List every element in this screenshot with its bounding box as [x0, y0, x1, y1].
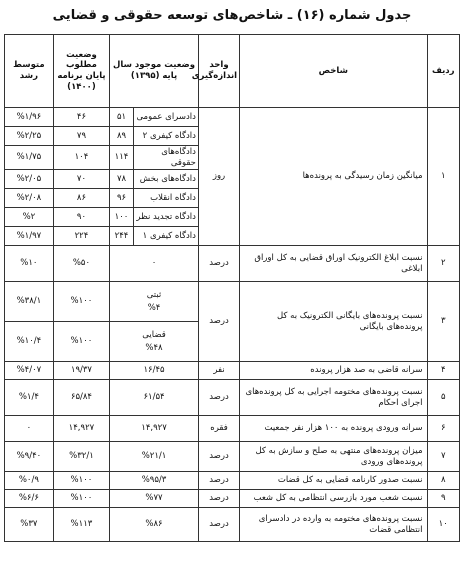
indicator-text: نسبت پرونده‌های مختومه اجرایی به کل پرونده‌های اجرای احکام [240, 380, 427, 416]
header-row-number: ردیف [427, 35, 460, 108]
unit: نفر [198, 362, 239, 380]
base-value: ۱۱۴ [110, 146, 134, 170]
unit: درصد [198, 246, 239, 282]
growth-value: %۱/۹۷ [5, 227, 54, 246]
growth-value: ۰ [5, 416, 54, 442]
base-value: ۶۱/۵۴ [110, 380, 199, 416]
base-value: ۱۶/۴۵ [110, 362, 199, 380]
base-value: ۱۰۰ [110, 208, 134, 227]
row-number: ۱۰ [427, 508, 460, 542]
growth-value: %۱۰/۴ [5, 322, 54, 362]
target-value: ۲۲۴ [53, 227, 109, 246]
base-value: ۸۹ [110, 127, 134, 146]
row-number: ۲ [427, 246, 460, 282]
table-title: جدول شماره (۱۶) ـ شاخص‌های توسعه حقوقی و قضایی [52, 8, 412, 23]
unit: درصد [198, 282, 239, 362]
growth-value: %۱/۷۵ [5, 146, 54, 170]
target-value: ۸۶ [53, 189, 109, 208]
row-number: ۷ [427, 442, 460, 472]
row-number: ۱ [427, 108, 460, 246]
growth-value: %۲/۰۵ [5, 170, 54, 189]
sub-value: %۴ [147, 302, 161, 313]
table-row [5, 362, 460, 380]
growth-value: %۴/۰۷ [5, 362, 54, 380]
target-value: ۷۰ [53, 170, 109, 189]
indicator-text: نسبت پرونده‌های بایگانی الکترونیک به کل پرونده‌های بایگانی [240, 282, 427, 362]
base-value: ۱۴,۹۲۷ [110, 416, 199, 442]
growth-value: %۱/۹۶ [5, 108, 54, 127]
base-value: %۲۱/۱ [110, 442, 199, 472]
table-row [5, 472, 460, 490]
target-value: %۵۰ [53, 246, 109, 282]
indicator-text: سرانه ورودی پرونده به ۱۰۰ هزار نفر جمعیت [240, 416, 427, 442]
target-value: ۹۰ [53, 208, 109, 227]
table-row [5, 416, 460, 442]
target-value: %۱۰۰ [53, 490, 109, 508]
table-row [5, 508, 460, 542]
sub-label: دادگاه کیفری ۱ [133, 227, 198, 246]
row-number: ۸ [427, 472, 460, 490]
header-base-status: وضعیت موجود سال پایه (۱۳۹۵) [110, 35, 199, 108]
header-unit: واحد اندازه‌گیری [198, 35, 239, 108]
indicator-text: میزان پرونده‌های منتهی به صلح و سازش به کل پرونده‌های ورودی [240, 442, 427, 472]
indicator-text: نسبت پرونده‌های مختومه به وارده در دادسرای انتظامی قضات [240, 508, 427, 542]
base-value: ۲۴۴ [110, 227, 134, 246]
base-value: ۰ [110, 246, 199, 282]
target-value: ۴۶ [53, 108, 109, 127]
header-avg-growth: متوسط رشد [5, 35, 54, 108]
unit: درصد [198, 442, 239, 472]
table-row [5, 380, 460, 416]
indicator-text: سرانه قاضی به صد هزار پرونده [240, 362, 427, 380]
sub-label: دادسرای عمومی [133, 108, 198, 127]
sub-label: دادگاه کیفری ۲ [133, 127, 198, 146]
sub-label: دادگاه تجدید نظر [133, 208, 198, 227]
header-row [5, 35, 460, 108]
base-value [110, 282, 199, 322]
unit: درصد [198, 380, 239, 416]
base-value: ۵۱ [110, 108, 134, 127]
unit: درصد [198, 472, 239, 490]
growth-value: %۲/۲۵ [5, 127, 54, 146]
target-value: ۱۰۴ [53, 146, 109, 170]
header-indicator: شاخص [240, 35, 427, 108]
growth-value: %۰/۹ [5, 472, 54, 490]
unit: درصد [198, 508, 239, 542]
target-value: ۶۵/۸۴ [53, 380, 109, 416]
row-number: ۴ [427, 362, 460, 380]
base-value: ۷۸ [110, 170, 134, 189]
target-value: %۱۰۰ [53, 322, 109, 362]
base-value: %۹۵/۳ [110, 472, 199, 490]
base-value [110, 322, 199, 362]
unit: فقره [198, 416, 239, 442]
target-value: ۱۴,۹۲۷ [53, 416, 109, 442]
indicator-text: میانگین زمان رسیدگی به پرونده‌ها [240, 108, 427, 246]
base-value: %۷۷ [110, 490, 199, 508]
unit: درصد [198, 490, 239, 508]
indicators-table [4, 34, 460, 542]
growth-value: %۱۰ [5, 246, 54, 282]
sub-label: دادگاه‌های بخش [133, 170, 198, 189]
target-value: ۷۹ [53, 127, 109, 146]
target-value: %۱۰۰ [53, 472, 109, 490]
base-value: %۸۶ [110, 508, 199, 542]
row-number: ۳ [427, 282, 460, 362]
growth-value: %۲/۰۸ [5, 189, 54, 208]
indicator-text: نسبت صدور کارنامه قضایی به کل قضات [240, 472, 427, 490]
target-value: %۱۱۳ [53, 508, 109, 542]
row-number: ۵ [427, 380, 460, 416]
sub-label: دادگاه‌های حقوقی [133, 146, 198, 170]
base-value: ۹۶ [110, 189, 134, 208]
table-row [5, 246, 460, 282]
row-number: ۶ [427, 416, 460, 442]
sub-label: قضایی [142, 330, 166, 341]
target-value: %۱۰۰ [53, 282, 109, 322]
unit: روز [198, 108, 239, 246]
growth-value: %۶/۶ [5, 490, 54, 508]
header-target: وضعیت مطلوب پایان برنامه (۱۴۰۰) [53, 35, 109, 108]
sub-label: ثبتی [146, 290, 162, 301]
table-row [5, 442, 460, 472]
growth-value: %۹/۴۰ [5, 442, 54, 472]
indicator-text: نسبت شعب مورد بازرسی انتظامی به کل شعب [240, 490, 427, 508]
growth-value: %۳۷ [5, 508, 54, 542]
table-row [5, 108, 460, 127]
table-row [5, 490, 460, 508]
growth-value: %۲ [5, 208, 54, 227]
growth-value: %۳۸/۱ [5, 282, 54, 322]
indicator-text: نسبت ابلاغ الکترونیک اوراق قضایی به کل اوراق ابلاغی [240, 246, 427, 282]
target-value: ۱۹/۳۷ [53, 362, 109, 380]
sub-label: دادگاه انقلاب [133, 189, 198, 208]
row-number: ۹ [427, 490, 460, 508]
target-value: %۳۲/۱ [53, 442, 109, 472]
sub-value: %۴۸ [145, 342, 163, 353]
growth-value: %۱/۴ [5, 380, 54, 416]
table-row [5, 282, 460, 322]
